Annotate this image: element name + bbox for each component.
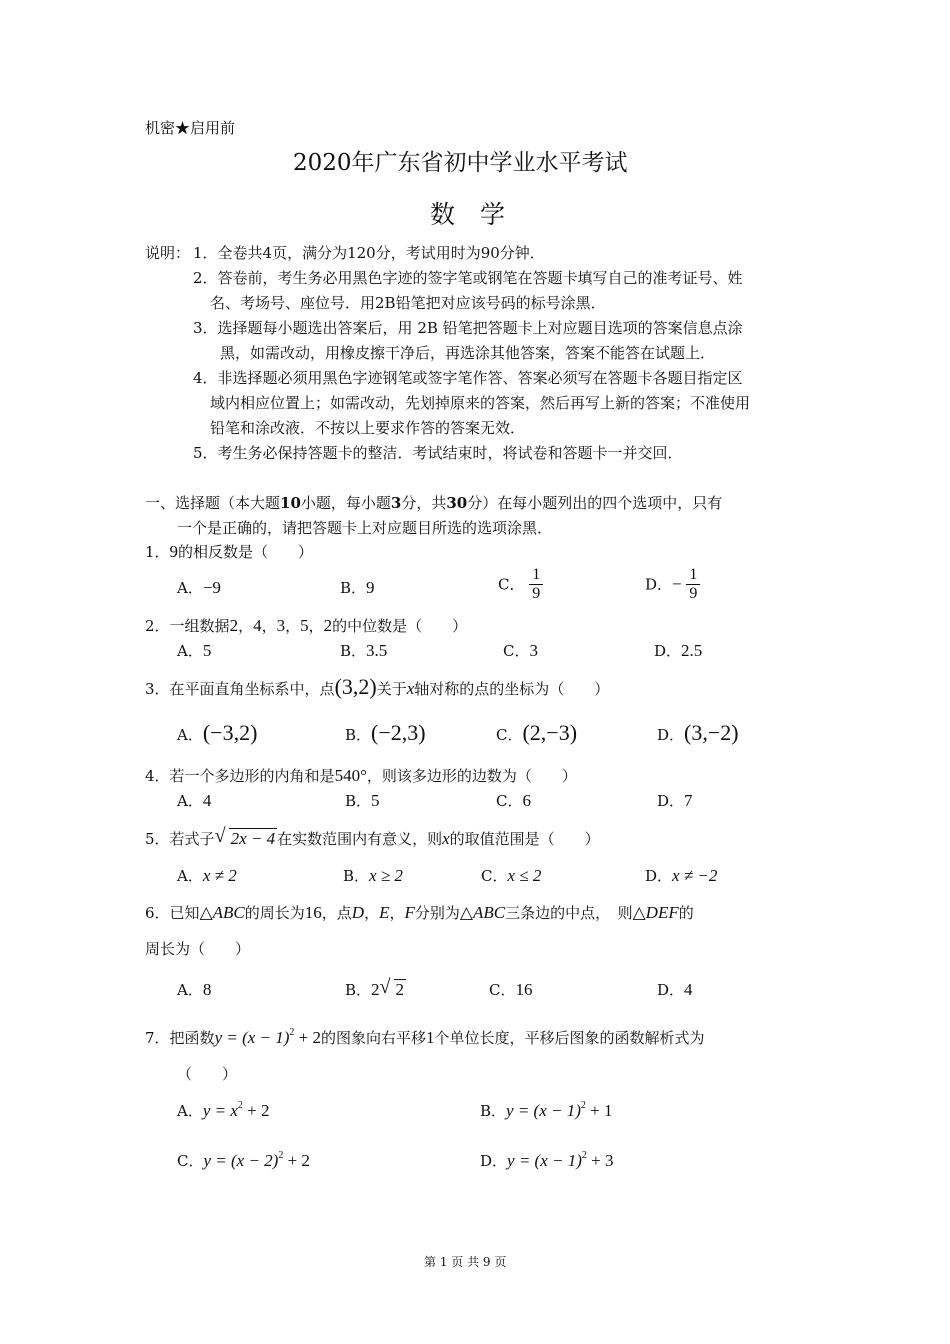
section-heading-cont: 一个是正确的，请把答题卡上对应题目所选的选项涂黑． — [177, 519, 553, 537]
q7-option-a: A．$y = x^2 + 2$ — [177, 1100, 270, 1120]
exam-title: 2020年广东省初中学业水平考试 — [293, 150, 628, 176]
instructions-label: 说明： — [145, 244, 191, 262]
q4-option-c: C．6 — [496, 791, 531, 810]
q4-option-a: A．4 — [177, 791, 212, 810]
q7-option-b: B．$y = (x - 1)^2 + 1$ — [480, 1100, 613, 1120]
q5-option-a: A．x ≠ 2 — [177, 866, 237, 885]
q6-option-d: D．4 — [657, 980, 693, 999]
question-1: 1．9的相反数是（ ） — [145, 542, 314, 561]
q1-option-c: C． $\frac{1}{9}$ — [498, 566, 543, 603]
q1-option-d: D．− $\frac{1}{9}$ — [645, 566, 700, 603]
q2-option-c: C．3 — [503, 641, 538, 660]
subject-title: 数 学 — [430, 200, 506, 229]
q1-option-a: A．−9 — [177, 578, 221, 597]
q2-option-a: A．5 — [177, 641, 212, 660]
q3-option-c: C．(2,−3) — [496, 720, 578, 745]
question-7-paren: （ ） — [177, 1065, 238, 1083]
instruction-2-cont: 名、考场号、座位号．用2B铅笔把对应该号码的标号涂黑． — [210, 294, 606, 312]
q1-option-b: B．9 — [340, 578, 375, 597]
question-7: 7．把函数$y = (x - 1)^2 + 2$的图象向右平移1个单位长度，平移后图象的函数解析式为 — [145, 1027, 705, 1047]
q6-option-a: A．8 — [177, 980, 212, 999]
q2-option-b: B．3.5 — [340, 641, 388, 660]
q6-option-c: C．16 — [489, 980, 533, 999]
q2-option-d: D．2.5 — [654, 641, 703, 660]
q5-option-c: C．x ≤ 2 — [481, 866, 542, 885]
instruction-4: 4．非选择题必须用黑色字迹钢笔或签字笔作答、答案必须写在答题卡各题目指定区 — [193, 369, 743, 387]
section-heading: 一、选择题（本大题10小题，每小题3分，共30分）在每小题列出的四个选项中，只有 — [145, 494, 723, 512]
q7-option-c: C．$y = (x - 2)^2 + 2$ — [177, 1150, 310, 1170]
instruction-5: 5．考生务必保持答题卡的整洁．考试结束时，将试卷和答题卡一并交回． — [193, 444, 683, 462]
q6-option-b: B．2 √ 2 — [345, 976, 405, 999]
question-4: 4．若一个多边形的内角和是540°，则该多边形的边数为（ ） — [145, 766, 577, 785]
instruction-4-cont1: 域内相应位置上；如需改动，先划掉原来的答案，然后再写上新的答案；不准使用 — [210, 394, 751, 412]
instruction-3: 3．选择题每小题选出答案后，用 2B 铅笔把答题卡上对应题目选项的答案信息点涂 — [193, 319, 743, 337]
fraction-c: $\frac{1}{9}$ — [529, 566, 543, 603]
fraction-d: $\frac{1}{9}$ — [686, 566, 700, 603]
instruction-2: 2．答卷前，考生务必用黑色字迹的签字笔或钢笔在答题卡填写自己的准考证号、姓 — [193, 269, 743, 287]
sqrt-two: √ 2 — [379, 976, 405, 999]
question-5: 5．若式子 √ 2x − 4 在实数范围内有意义，则x的取值范围是（ ） — [145, 825, 600, 848]
q7-option-d: D．$y = (x - 1)^2 + 3$ — [480, 1150, 614, 1170]
instruction-3-cont: 黑，如需改动，用橡皮擦干净后，再选涂其他答案，答案不能答在试题上． — [220, 344, 716, 362]
question-3: 3．在平面直角坐标系中，点(3,2)关于x轴对称的点的坐标为（ ） — [145, 674, 610, 699]
q5-option-d: D．x ≠ −2 — [645, 866, 718, 885]
question-6: 6．已知△ABC的周长为16，点D，E，F分别为△ABC三条边的中点， 则△DEF的 — [145, 903, 694, 922]
page-footer: 第 1 页 共 9 页 — [424, 1255, 507, 1269]
confidential-label: 机密★启用前 — [145, 119, 236, 137]
instruction-4-cont2: 铅笔和涂改液．不按以上要求作答的答案无效． — [210, 419, 526, 437]
q5-option-b: B．x ≥ 2 — [343, 866, 403, 885]
q3-option-b: B．(−2,3) — [345, 720, 426, 745]
q4-option-d: D．7 — [657, 791, 693, 810]
q3-option-d: D．(3,−2) — [657, 720, 739, 745]
sqrt-expression: √ 2x − 4 — [214, 825, 276, 848]
q3-option-a: A．(−3,2) — [177, 720, 258, 745]
instruction-1: 1．全卷共4页，满分为120分，考试用时为90分钟． — [193, 244, 545, 262]
question-2: 2．一组数据2，4，3，5，2的中位数是（ ） — [145, 616, 468, 635]
question-6-cont: 周长为（ ） — [145, 940, 251, 958]
q4-option-b: B．5 — [345, 791, 380, 810]
